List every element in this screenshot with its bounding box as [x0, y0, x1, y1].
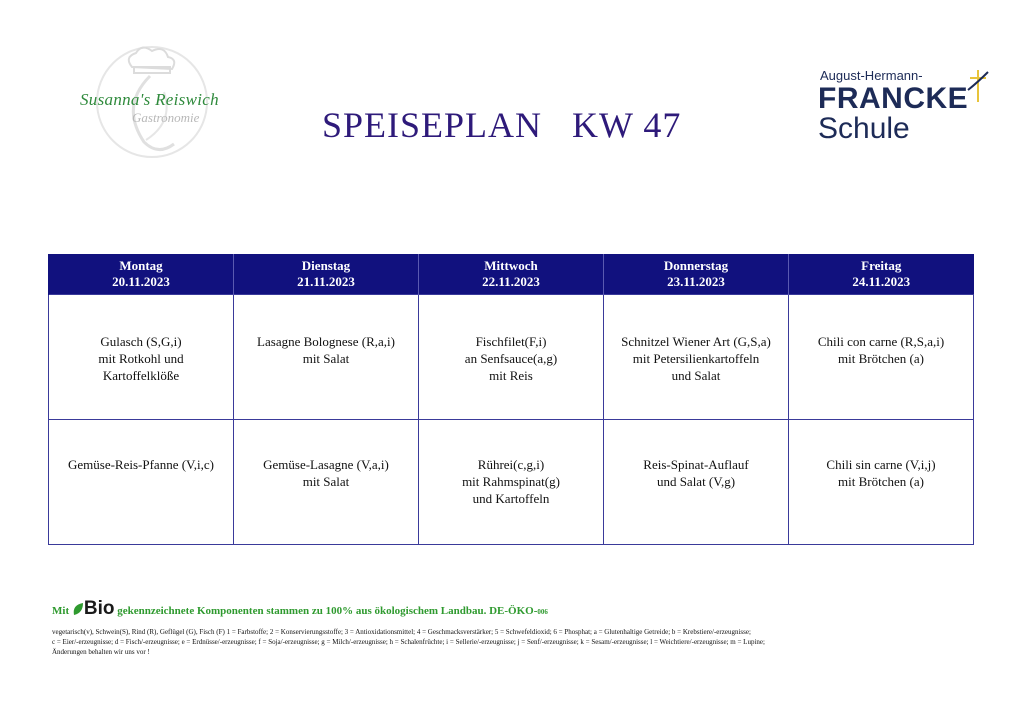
dish-text: Fischfilet(F,i) an Senfsauce(a,g) mit Reis: [464, 334, 558, 383]
dish-text: Reis-Spinat-Auflauf und Salat (V,g): [643, 457, 749, 489]
dish-text: Chili sin carne (V,i,j) mit Brötchen (a): [826, 457, 936, 489]
day-date: 23.11.2023: [667, 274, 725, 289]
menu-cell: [789, 295, 974, 420]
bio-mit: Mit: [52, 605, 70, 617]
legend-line: c = Eier/-erzeugnisse; d = Fisch/-erzeugnisse; e = Erdnüsse/-erzeugnisse; f = Soja/-erzeugnisse; g = Milch/-erzeugnisse; h = Schalenfrüchte; i = Sellerie/-erzeugnisse; j = Senf/-erzeugnisse; k = Sesam/-erzeugnisse; l = Weichtiere/-erzeugnisse; m = Lupine;: [52, 638, 765, 646]
day-name: Mittwoch: [484, 258, 538, 273]
caterer-logo: [72, 42, 242, 162]
legend-line: vegetarisch(v), Schwein(S), Rind (R), Geflügel (G), Fisch (F) 1 = Farbstoffe; 2 = Konservierungsstoffe; 3 = Antioxidationsmittel; 4 = Geschmacksverstärker; 5 = Schwefeldioxid; 6 = Phosphat; a = Glutenhaltige Getreide; b = Krebstiere/-erzeugnisse;: [52, 628, 751, 636]
allergen-legend: [52, 627, 952, 657]
bio-text: gekennzeichnete Komponenten stammen zu 100% aus ökologischem Landbau. DE-ÖKO-: [117, 605, 538, 617]
school-logo: [818, 68, 998, 148]
cross-icon: [966, 68, 990, 104]
day-header: [789, 254, 974, 295]
day-name: Freitag: [861, 258, 902, 273]
bio-logo-word: Bio: [83, 598, 115, 619]
menu-cell: [789, 420, 974, 545]
day-header: [604, 254, 789, 295]
caterer-subtitle: Gastronomie: [132, 110, 200, 125]
page-title: SPEISEPLAN KW 47: [322, 105, 682, 145]
menu-cell: [604, 295, 789, 420]
dish-text: Gulasch (S,G,i) mit Rotkohl und Kartoffelklöße: [98, 334, 184, 383]
day-date: 22.11.2023: [482, 274, 540, 289]
menu-cell: [49, 295, 234, 420]
day-date: 24.11.2023: [852, 274, 911, 289]
bio-code: 006: [537, 608, 548, 616]
menu-cell: [419, 420, 604, 545]
menu-cell: [234, 420, 419, 545]
dish-text: Rührei(c,g,i) mit Rahmspinat(g) und Kartoffeln: [462, 457, 560, 506]
day-header: [419, 254, 604, 295]
school-logo-prefix: August-Hermann-: [820, 68, 923, 83]
day-name: Montag: [119, 258, 163, 273]
menu-cell: [49, 420, 234, 545]
menu-cell: [234, 295, 419, 420]
menu-cell: [604, 420, 789, 545]
dish-text: Chili con carne (R,S,a,i) mit Brötchen (a): [817, 334, 945, 366]
menu-row-1: [49, 295, 974, 420]
dish-text: Gemüse-Lasagne (V,a,i) mit Salat: [263, 457, 389, 489]
day-date: 21.11.2023: [297, 274, 355, 289]
day-name: Dienstag: [301, 258, 351, 273]
menu-table: [48, 254, 974, 545]
menu-row-2: [49, 420, 974, 545]
day-header: [234, 254, 419, 295]
dish-text: Lasagne Bolognese (R,a,i) mit Salat: [257, 334, 395, 366]
school-logo-word: Schule: [818, 112, 910, 145]
menu-header-row: [49, 254, 974, 295]
bio-notice: [52, 598, 548, 620]
dish-text: Schnitzel Wiener Art (G,S,a) mit Petersilienkartoffeln und Salat: [621, 334, 771, 383]
legend-line: Änderungen behalten wir uns vor !: [52, 648, 150, 656]
day-date: 20.11.2023: [112, 274, 170, 289]
school-logo-name: FRANCKE: [818, 82, 969, 115]
caterer-name: Susanna's Reiswich: [80, 90, 219, 109]
dish-text: Gemüse-Reis-Pfanne (V,i,c): [68, 457, 214, 472]
bio-leaf-icon: [72, 601, 84, 617]
day-name: Donnerstag: [663, 258, 729, 273]
day-header: [49, 254, 234, 295]
menu-cell: [419, 295, 604, 420]
